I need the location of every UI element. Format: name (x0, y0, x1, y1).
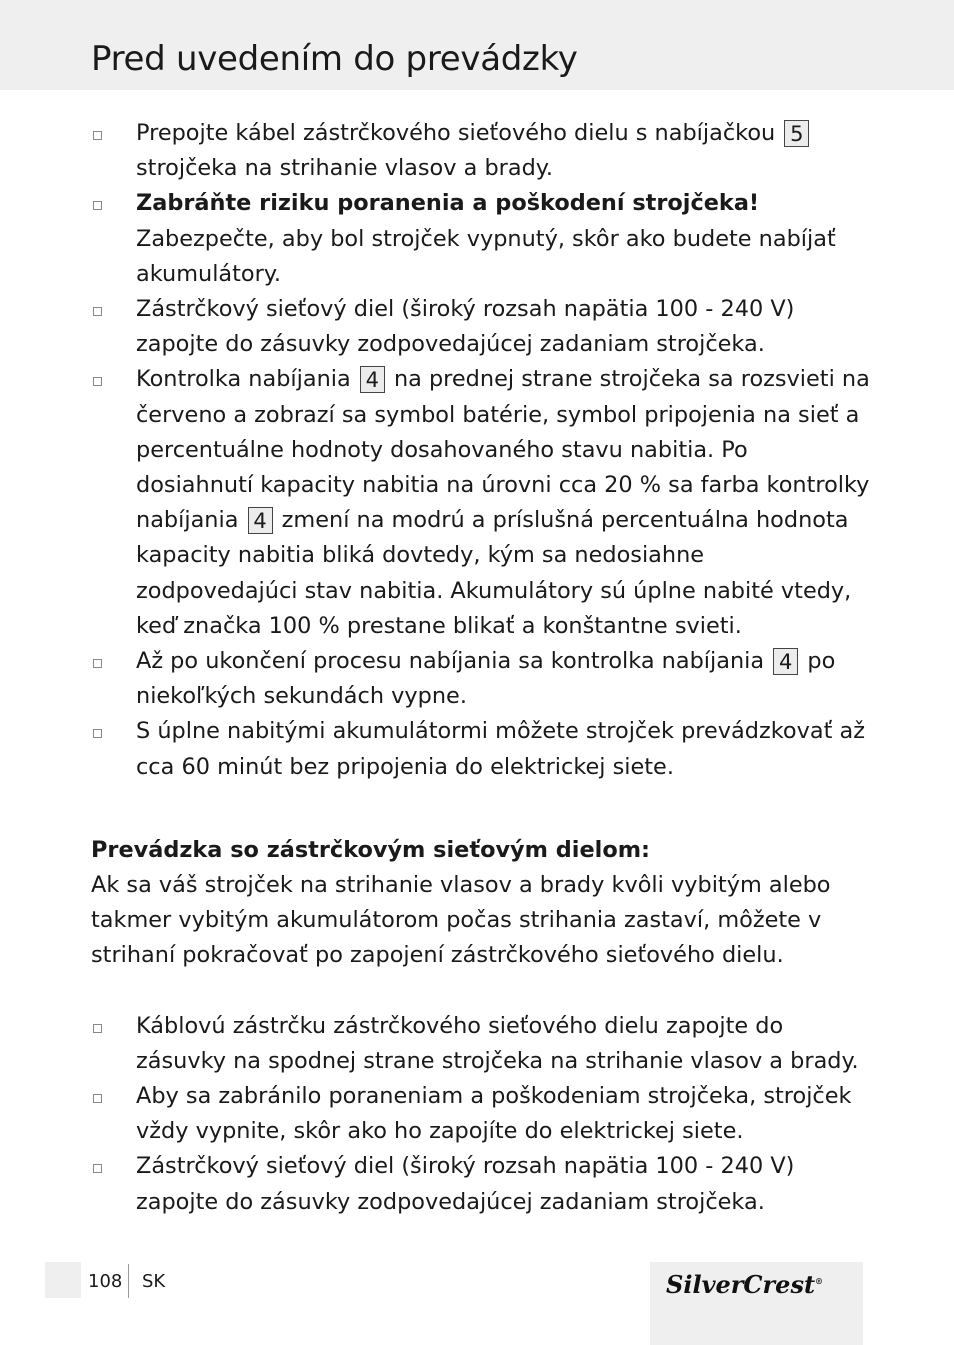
list-item-text: Zástrčkový sieťový diel (široký rozsah napätia 100 - 240 V) zapojte do zásuvky zodpovedajúcej zadaniam strojčeka. (136, 296, 795, 358)
list-item (91, 292, 871, 362)
list-item-text: S úplne nabitými akumulátormi môžete strojček prevádzkovať až cca 60 minút bez pripojenia do elektrickej siete. (136, 718, 865, 780)
instruction-list-mains-operation (91, 1009, 871, 1220)
checkbox-bullet-icon (93, 377, 102, 386)
brand-logo (666, 1270, 823, 1299)
part-reference-box: 4 (360, 366, 385, 393)
footer-marker (45, 1262, 81, 1298)
footer-divider (128, 1264, 129, 1298)
list-item (91, 116, 871, 186)
checkbox-bullet-icon (93, 201, 102, 210)
list-item-text: Aby sa zabránilo poraneniam a poškodeniam strojčeka, strojček vždy vypnite, skôr ako ho zapojíte do elektrickej siete. (136, 1083, 852, 1145)
list-item-text: Až po ukončení procesu nabíjania sa kontrolka nabíjania (136, 648, 772, 675)
list-item-text: Káblovú zástrčku zástrčkového sieťového dielu zapojte do zásuvky na spodnej strane strojčeka na strihanie vlasov a brady. (136, 1012, 859, 1074)
section-heading: Prevádzka so zástrčkovým sieťovým dielom: (91, 836, 651, 863)
page-number: 108 (88, 1271, 123, 1292)
warning-heading: Zabráňte riziku poranenia a poškodení strojčeka! (136, 190, 760, 217)
checkbox-bullet-icon (93, 307, 102, 316)
checkbox-bullet-icon (93, 1094, 102, 1103)
list-item (91, 1079, 871, 1149)
list-item-text: Kontrolka nabíjania (136, 366, 358, 393)
checkbox-bullet-icon (93, 1164, 102, 1173)
list-item-text: po niekoľkých sekundách vypne. (136, 648, 836, 710)
list-item (91, 644, 871, 714)
list-item-text: Prepojte kábel zástrčkového sieťového dielu s nabíjačkou (136, 120, 783, 146)
section-paragraph: Ak sa váš strojček na strihanie vlasov a brady kvôli vybitým alebo takmer vybitým akumulátorom počas strihania zastaví, môžete v strihaní pokračovať po zapojení zástrčkového sieťového dielu. (91, 872, 831, 969)
checkbox-bullet-icon (93, 729, 102, 738)
checkbox-bullet-icon (93, 659, 102, 668)
checkbox-bullet-icon (93, 131, 102, 140)
list-item-text: strojčeka na strihanie vlasov a brady. (136, 155, 553, 182)
brand-logo-text: SilverCrest (666, 1270, 816, 1299)
list-item (91, 1009, 871, 1079)
part-reference-box: 5 (784, 120, 809, 147)
main-content (91, 116, 871, 1220)
list-item-text: Zástrčkový sieťový diel (široký rozsah napätia 100 - 240 V) zapojte do zásuvky zodpovedajúcej zadaniam strojčeka. (136, 1153, 795, 1215)
list-item (91, 714, 871, 784)
spacer (91, 974, 871, 1009)
list-item (91, 362, 871, 644)
list-item (91, 1149, 871, 1219)
list-item-text: zmení na modrú a príslušná percentuálna hodnota kapacity nabitia bliká dovtedy, kým sa nedosiahne zodpovedajúci stav nabitia. Akumulátory sú úplne nabité vtedy, keď značka 100 % prestane blikať a konštantne svieti. (136, 507, 852, 639)
part-reference-box: 4 (248, 507, 273, 534)
part-reference-box: 4 (773, 648, 798, 675)
page-title: Pred uvedením do prevádzky (91, 39, 578, 79)
instruction-list-charging (91, 116, 871, 785)
checkbox-bullet-icon (93, 1024, 102, 1033)
list-item-text: na prednej strane strojčeka sa rozsvieti na červeno a zobrazí sa symbol batérie, symbol pripojenia na sieť a percentuálne hodnoty dosahovaného stavu nabitia. Po dosiahnutí kapacity nabitia na úrovni cca 20 % sa farba kontrolky nabíjania (136, 366, 870, 534)
brand-logo-box (650, 1262, 863, 1345)
registered-mark: ® (815, 1276, 824, 1286)
list-item (91, 186, 871, 292)
language-code: SK (142, 1271, 166, 1292)
list-item-text: Zabezpečte, aby bol strojček vypnutý, skôr ako budete nabíjať akumulátory. (136, 225, 836, 287)
